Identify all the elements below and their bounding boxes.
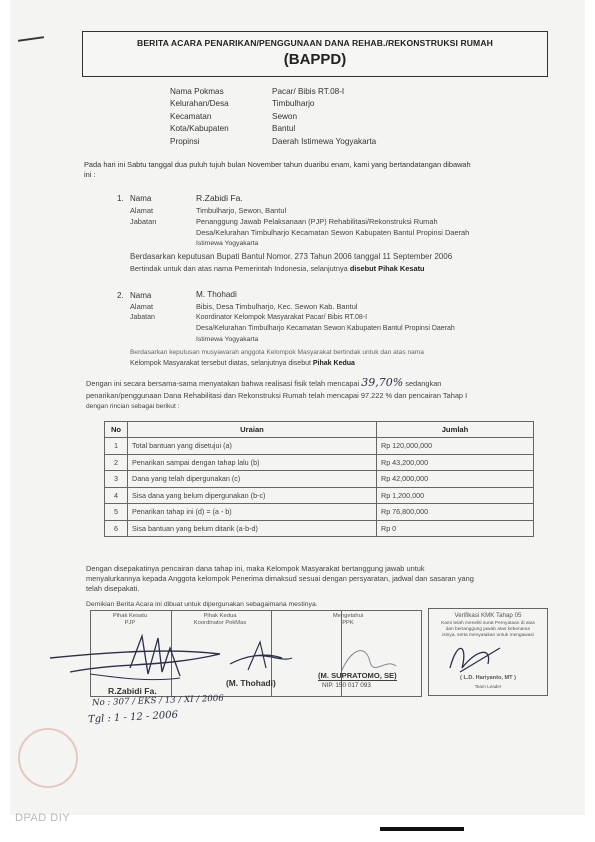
party2-name: M. Thohadi — [196, 290, 237, 299]
faded-emblem-stamp — [18, 728, 78, 788]
signature-first-role — [92, 613, 168, 627]
verification-team: Team Leader — [474, 684, 502, 689]
identity-label: Kota/Kabupaten — [170, 124, 229, 133]
ppk-role-line-1: Mengetahui — [332, 613, 364, 619]
table-row — [105, 520, 534, 537]
identity-value: Pacar/ Bibis RT.08-I — [272, 87, 345, 96]
document-abbreviation: (BAPPD) — [283, 51, 347, 68]
handwritten-reg-no: No : 307 / EKS / 13 / XI / 2006 — [91, 693, 224, 709]
table-row — [105, 471, 534, 488]
identity-row — [170, 124, 295, 133]
statement-text-end: sedangkan — [403, 379, 442, 388]
handwritten-reg-date: Tgl : 1 - 12 - 2006 — [87, 709, 179, 726]
table-cell-no: 2 — [105, 454, 128, 471]
table-cell-no: 3 — [105, 471, 128, 488]
rincian-table — [104, 421, 534, 537]
signature-first-name: R.Zabidi Fa. — [108, 686, 157, 696]
verification-name: ( L.D. Hariyanto, MT ) — [460, 675, 516, 681]
identity-value: Sewon — [272, 112, 298, 121]
second-role-line-2: Koordinator PokMas — [193, 620, 247, 626]
party2-position-label: Jabatan — [130, 314, 155, 321]
table-cell-uraian: Sisa dana yang belum dipergunakan (b-c) — [128, 487, 377, 504]
table-header-jumlah: Jumlah — [377, 422, 534, 438]
table-cell-jumlah: Rp 1,200,000 — [377, 487, 534, 504]
table-cell-jumlah: Rp 43,200,000 — [377, 454, 534, 471]
table-cell-jumlah: Rp 76,800,000 — [377, 504, 534, 521]
party2-basis-line-1: Berdasarkan keputusan musyawarah anggota Kelompok Masyarakat bertindak untuk dan atas nama — [130, 349, 424, 356]
party2-number: 2. — [117, 291, 124, 300]
party1-name-label: Nama — [130, 194, 152, 203]
table-cell-uraian: Total bantuan yang disetujui (a) — [128, 438, 377, 455]
closing-line-1: Dengan disepakatinya pencairan dana tahap ini, maka Kelompok Masyarakat bertanggung jawab untuk — [86, 564, 425, 573]
intro-line-1: Pada hari ini Sabtu tanggal dua puluh tujuh bulan November tahun duaribu enam, kami yang bertandatangan dibawah — [84, 160, 471, 169]
table-cell-jumlah: Rp 0 — [377, 520, 534, 537]
table-cell-jumlah: Rp 42,000,000 — [377, 471, 534, 488]
table-cell-uraian: Penarikan tahap ini (d) = (a - b) — [128, 504, 377, 521]
statement-text: Dengan ini secara bersama-sama menyatakan bahwa realisasi fisik telah mencapai — [86, 379, 362, 388]
identity-value: Timbulharjo — [272, 99, 315, 108]
table-cell-no: 4 — [105, 487, 128, 504]
signature-ppk-role — [315, 613, 381, 627]
signature-ppk-name: (M. SUPRATOMO, SE) — [318, 671, 397, 680]
first-role-line-1: Pihak Kesatu — [112, 613, 148, 619]
party2-basis-role: Pihak Kedua — [312, 360, 355, 367]
table-cell-no: 5 — [105, 504, 128, 521]
signature-ppk-nip: NIP. 150 017 093 — [322, 682, 371, 689]
statement-line-3: dengan rincian sebagai berikut : — [86, 403, 180, 410]
identity-value: Daerah Istimewa Yogyakarta — [272, 137, 377, 146]
closing-line-4: Demikian Berita Acara ini dibuat untuk dipergunakan sebagaimana mestinya. — [86, 601, 318, 608]
ppk-role-line-2: PPK — [342, 620, 354, 626]
second-role-line-1: Pihak Kedua — [203, 613, 237, 619]
scan-bottom-bar — [380, 827, 464, 831]
table-cell-no: 1 — [105, 438, 128, 455]
identity-row — [170, 137, 376, 146]
party2-address-label: Alamat — [130, 302, 154, 311]
party1-acting-text: Bertindak untuk dan atas nama Pemerintah Indonesia, selanjutnya — [130, 264, 350, 273]
verification-title: Verifikasi KMK Tahap 05 — [454, 612, 522, 619]
party1-position-line-1: Penanggung Jawab Pelaksanaan (PJP) Rehabilitasi/Rekonstruksi Rumah — [196, 217, 438, 226]
identity-row — [170, 112, 297, 121]
party2-position-line-1: Koordinator Kelompok Masyarakat Pacar/ Bibis RT.08-I — [196, 314, 368, 321]
handwritten-percentage: 39,70% — [361, 376, 404, 389]
table-cell-uraian: Dana yang telah dipergunakan (c) — [128, 471, 377, 488]
table-cell-uraian: Sisa bantuan yang belum ditarik (a-b-d) — [128, 520, 377, 537]
party1-name: R.Zabidi Fa. — [196, 193, 243, 203]
statement-line-1 — [86, 378, 556, 389]
table-row — [105, 487, 534, 504]
party1-position-line-3: Istimewa Yogyakarta — [196, 240, 259, 247]
party1-acting — [130, 264, 425, 274]
signature-second-role — [172, 613, 268, 627]
party1-address-label: Alamat — [130, 206, 154, 215]
table-cell-jumlah: Rp 120,000,000 — [377, 438, 534, 455]
table-header-row — [105, 422, 534, 438]
table-cell-uraian: Penarikan sampai dengan tahap lalu (b) — [128, 454, 377, 471]
scan-mark — [18, 36, 44, 42]
table-header-uraian: Uraian — [128, 422, 377, 438]
verification-text-2: dan bertanggung jawab atas kebenaran — [445, 627, 531, 632]
party2-position-line-3: Istimewa Yogyakarta — [196, 336, 259, 343]
party2-name-label: Nama — [130, 291, 152, 300]
identity-label: Propinsi — [170, 137, 200, 146]
table-header-no: No — [105, 422, 128, 438]
party2-address: Bibis, Desa Timbulharjo, Kec. Sewon Kab. Bantul — [196, 302, 358, 311]
identity-label: Nama Pokmas — [170, 87, 224, 96]
table-row — [105, 504, 534, 521]
first-role-line-2: PJP — [124, 620, 136, 626]
identity-label: Kelurahan/Desa — [170, 99, 229, 108]
identity-value: Bantul — [272, 124, 296, 133]
closing-line-2: menyalurkannya kepada Anggota kelompok Penerima dimaksud sesuai dengan persyaratan, jadwal dan sasaran yang — [86, 574, 474, 583]
closing-line-3: telah disepakati. — [86, 584, 140, 593]
intro-line-2: ini : — [84, 170, 96, 179]
party1-address: Timbulharjo, Sewon, Bantul — [196, 206, 287, 215]
table-cell-no: 6 — [105, 520, 128, 537]
party1-basis: Berdasarkan keputusan Bupati Bantul Nomor. 273 Tahun 2006 tanggal 11 September 2006 — [130, 252, 453, 261]
verification-text-3: isinya, serta menyatakan untuk mengawasi — [442, 633, 534, 638]
identity-row — [170, 99, 314, 108]
closing-paragraph — [86, 564, 556, 594]
table-body — [105, 438, 534, 537]
intro-text — [84, 160, 554, 180]
identity-row — [170, 87, 344, 96]
signature-second-name: (M. Thohadi) — [226, 678, 276, 688]
party1-number: 1. — [117, 194, 124, 203]
verification-text-1: Kami telah meneliti surat Pernyataan di atas — [441, 621, 535, 626]
party1-position-label: Jabatan — [130, 217, 157, 226]
archive-watermark: DPAD DIY — [15, 812, 71, 824]
table-row — [105, 438, 534, 455]
document-title: BERITA ACARA PENARIKAN/PENGGUNAAN DANA REHAB./REKONSTRUKSI RUMAH — [137, 38, 493, 48]
party1-acting-role: disebut Pihak Kesatu — [349, 264, 425, 273]
party2-position-line-2: Desa/Kelurahan Timbulharjo Kecamatan Sewon Kabupaten Bantul Propinsi Daerah — [196, 325, 455, 332]
statement-line-2: penarikan/penggunaan Dana Rehabilitasi dan Rekonstruksi Rumah telah mencapai 97.222 % dan pencairan Tahap I — [86, 391, 468, 400]
party2-basis-text: Kelompok Masyarakat tersebut diatas, selanjutnya disebut — [130, 360, 313, 367]
party1-position-line-2: Desa/Kelurahan Timbulharjo Kecamatan Sewon Kabupaten Bantul Propinsi Daerah — [196, 228, 470, 237]
document-title-box — [82, 31, 548, 77]
party2-basis-line-2 — [130, 359, 355, 369]
table-row — [105, 454, 534, 471]
identity-label: Kecamatan — [170, 112, 212, 121]
